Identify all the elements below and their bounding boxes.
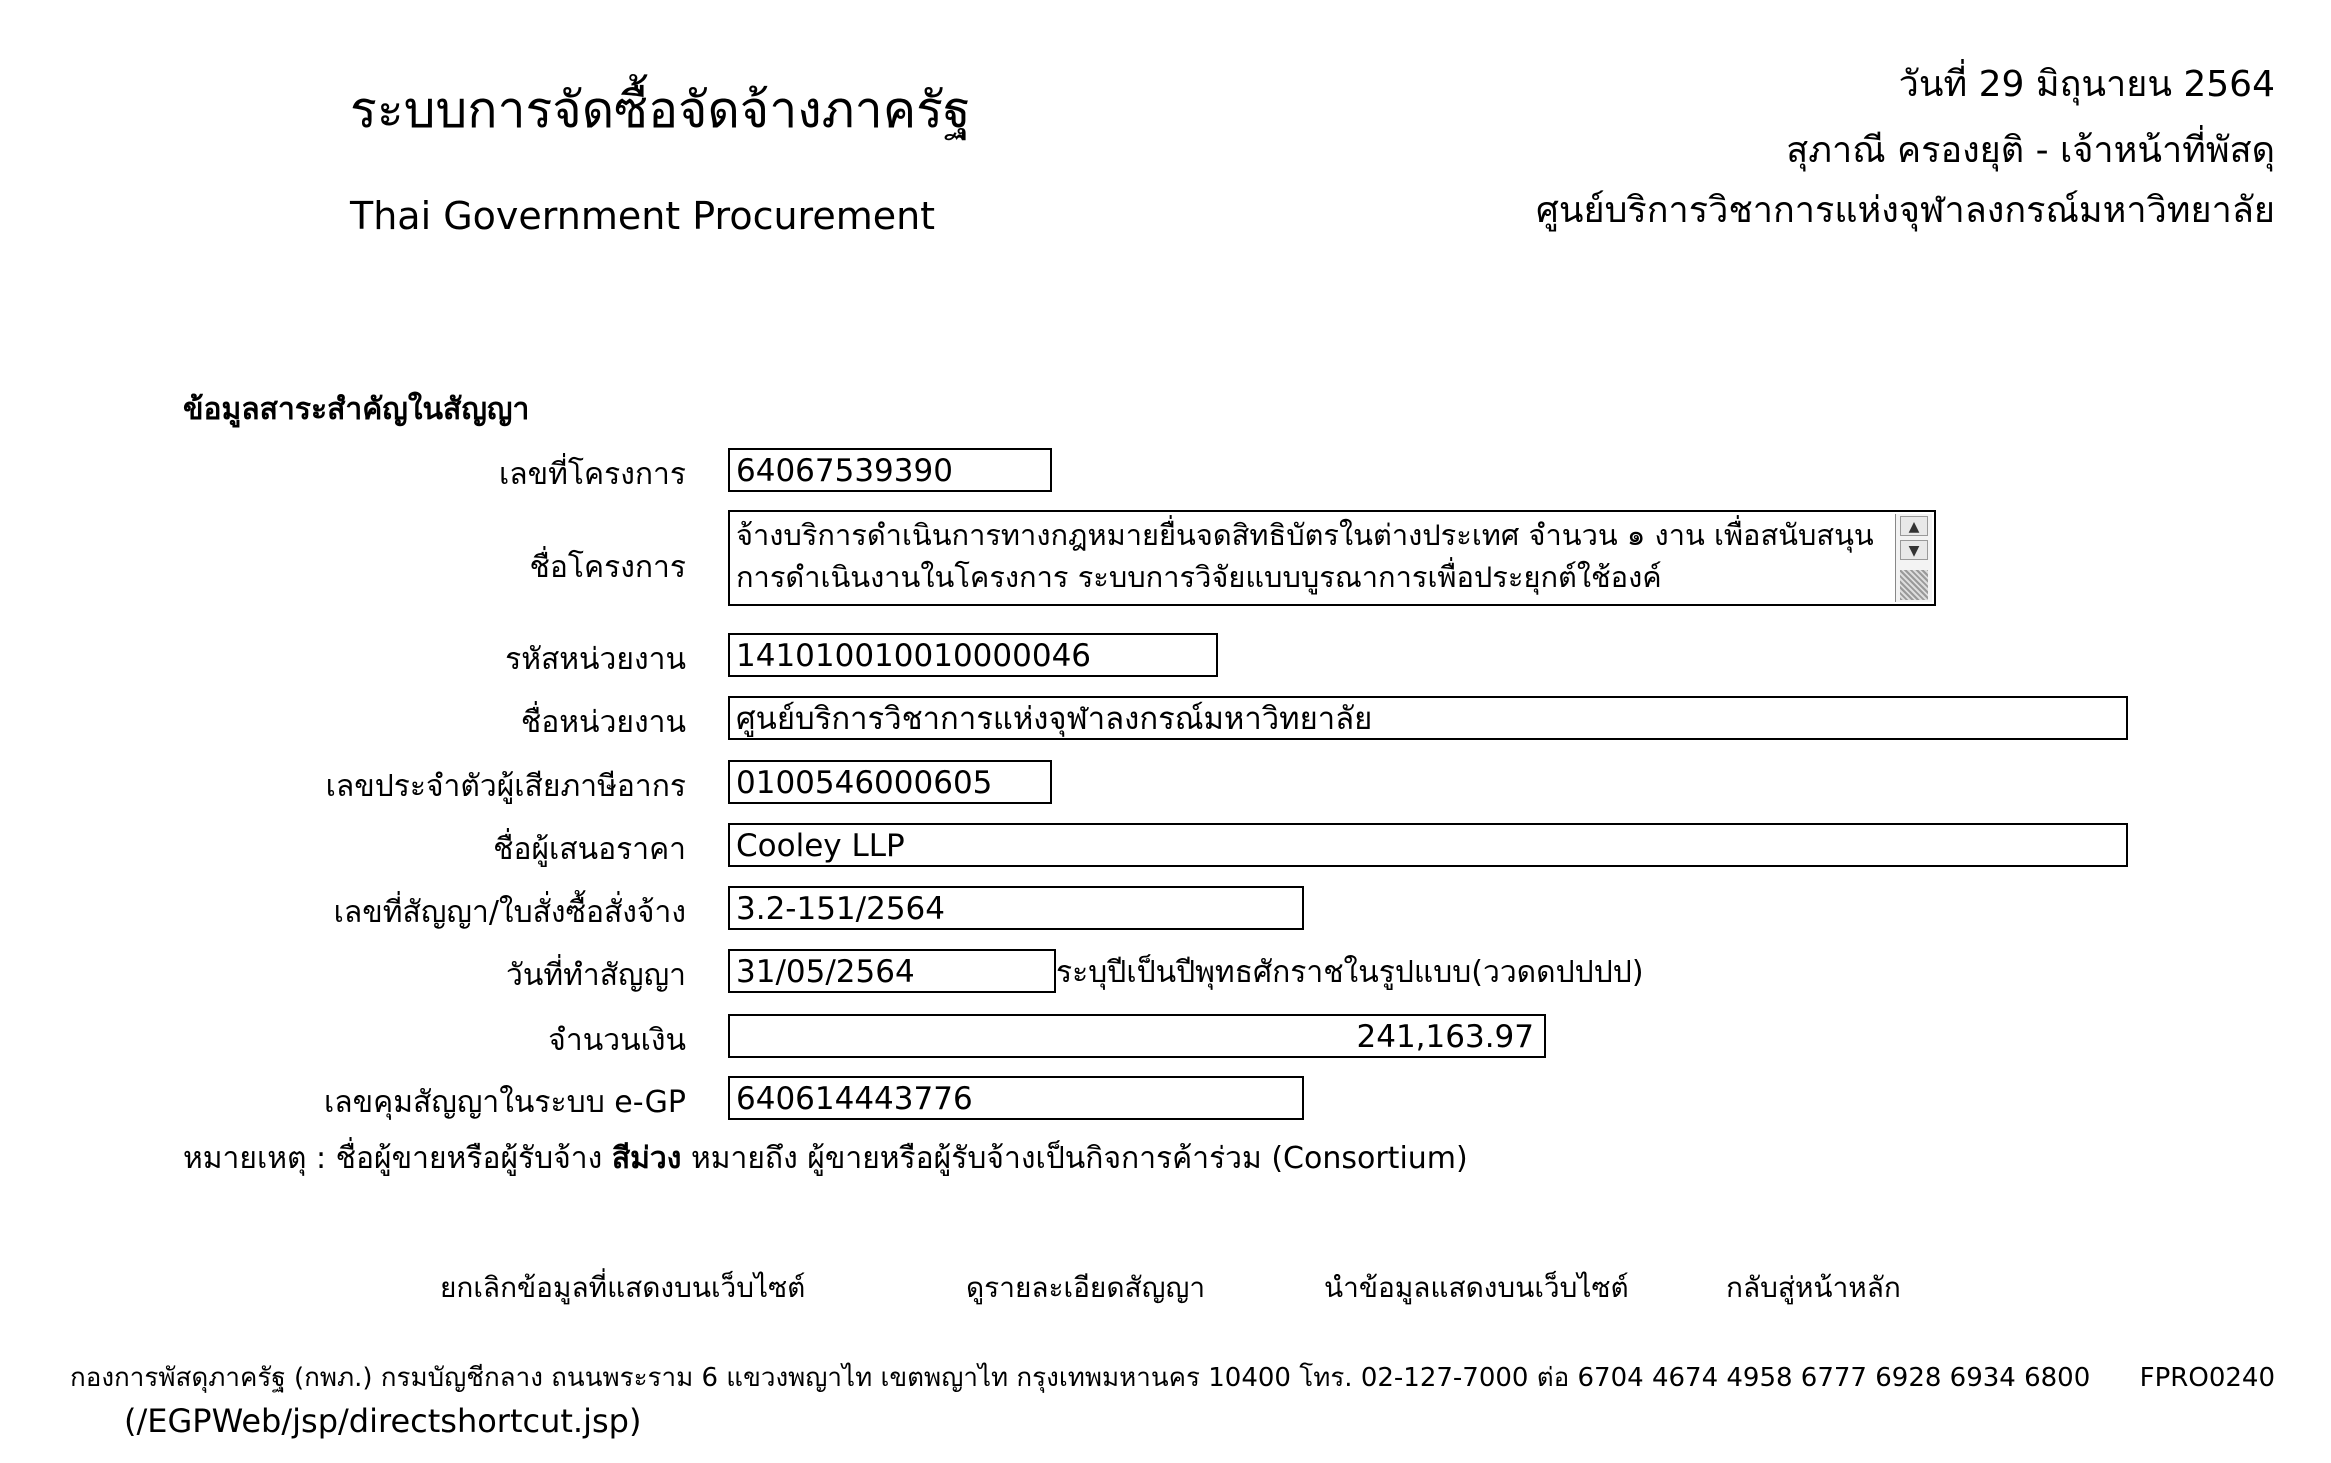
scrollbar-thumb[interactable] — [1900, 570, 1928, 600]
page-path: (/EGPWeb/jsp/directshortcut.jsp) — [124, 1402, 642, 1440]
project-name-scrollbar[interactable] — [1895, 514, 1932, 602]
section-title: ข้อมูลสาระสำคัญในสัญญา — [183, 392, 530, 427]
note-prefix: หมายเหตุ : ชื่อผู้ขายหรือผู้รับจ้าง — [183, 1141, 612, 1176]
amount-label: จำนวนเงิน — [548, 1023, 686, 1058]
agency-name-label: ชื่อหน่วยงาน — [520, 705, 686, 740]
note-suffix: หมายถึง ผู้ขายหรือผู้รับจ้างเป็นกิจการค้าร่วม (Consortium) — [681, 1141, 1468, 1176]
tax-id-label: เลขประจำตัวผู้เสียภาษีอากร — [325, 769, 686, 804]
project-name-label: ชื่อโครงการ — [529, 550, 686, 585]
view-contract-details-link[interactable]: ดูรายละเอียดสัญญา — [966, 1271, 1206, 1304]
egp-control-no-label: เลขคุมสัญญาในระบบ e-GP — [324, 1085, 686, 1120]
project-no-label: เลขที่โครงการ — [499, 457, 686, 492]
contract-date-label: วันที่ทำสัญญา — [505, 958, 686, 993]
agency-code-label: รหัสหน่วยงาน — [505, 642, 686, 677]
scroll-up-arrow-icon[interactable]: ▲ — [1900, 516, 1928, 536]
project-no-field[interactable]: 64067539390 — [728, 448, 1052, 492]
amount-field[interactable]: 241,163.97 — [728, 1014, 1546, 1058]
contract-no-label: เลขที่สัญญา/ใบสั่งซื้อสั่งจ้าง — [333, 895, 686, 930]
current-date: วันที่ 29 มิถุนายน 2564 — [1898, 64, 2275, 105]
user-organization: ศูนย์บริการวิชาการแห่งจุฬาลงกรณ์มหาวิทยาลัย — [1536, 190, 2275, 231]
system-title-thai: ระบบการจัดซื้อจัดจ้างภาครัฐ — [350, 81, 971, 139]
scroll-down-arrow-icon[interactable]: ▼ — [1900, 540, 1928, 560]
cancel-display-link[interactable]: ยกเลิกข้อมูลที่แสดงบนเว็บไซต์ — [440, 1271, 806, 1304]
system-title-english: Thai Government Procurement — [350, 194, 936, 238]
bidder-name-label: ชื่อผู้เสนอราคา — [493, 832, 686, 867]
agency-name-field[interactable]: ศูนย์บริการวิชาการแห่งจุฬาลงกรณ์มหาวิทยาลัย — [728, 696, 2128, 740]
back-to-home-link[interactable]: กลับสู่หน้าหลัก — [1726, 1271, 1901, 1304]
consortium-note — [183, 1138, 1468, 1180]
project-name-text: จ้างบริการดำเนินการทางกฎหมายยื่นจดสิทธิบัตรในต่างประเทศ จำนวน ๑ งาน เพื่อสนับสนุนการดำเนินงานในโครงการ ระบบการวิจัยแบบบูรณาการเพื่อประยุกต์ใช้องค์ — [736, 518, 1874, 594]
contract-no-field[interactable]: 3.2-151/2564 — [728, 886, 1304, 930]
contract-date-format-hint: ระบุปีเป็นปีพุทธศักราชในรูปแบบ(ววดดปปปป) — [1056, 955, 1644, 990]
page-code: FPRO0240 — [2139, 1363, 2275, 1393]
note-highlight: สีม่วง — [611, 1141, 682, 1176]
contract-date-field[interactable]: 31/05/2564 — [728, 949, 1056, 993]
user-name-role: สุภาณี ครองยุติ - เจ้าหน้าที่พัสดุ — [1786, 130, 2275, 171]
footer-address: กองการพัสดุภาครัฐ (กพภ.) กรมบัญชีกลาง ถนนพระราม 6 แขวงพญาไท เขตพญาไท กรุงเทพมหานคร 10400 โทร. 02-127-7000 ต่อ 6704 4674 4958 6777 6928 6934 6800 — [70, 1363, 2091, 1393]
publish-to-website-link[interactable]: นำข้อมูลแสดงบนเว็บไซต์ — [1324, 1271, 1629, 1304]
agency-code-field[interactable]: 141010010010000046 — [728, 633, 1218, 677]
project-name-textarea[interactable] — [728, 510, 1936, 606]
tax-id-field[interactable]: 0100546000605 — [728, 760, 1052, 804]
bidder-name-field[interactable]: Cooley LLP — [728, 823, 2128, 867]
egp-control-no-field[interactable]: 640614443776 — [728, 1076, 1304, 1120]
